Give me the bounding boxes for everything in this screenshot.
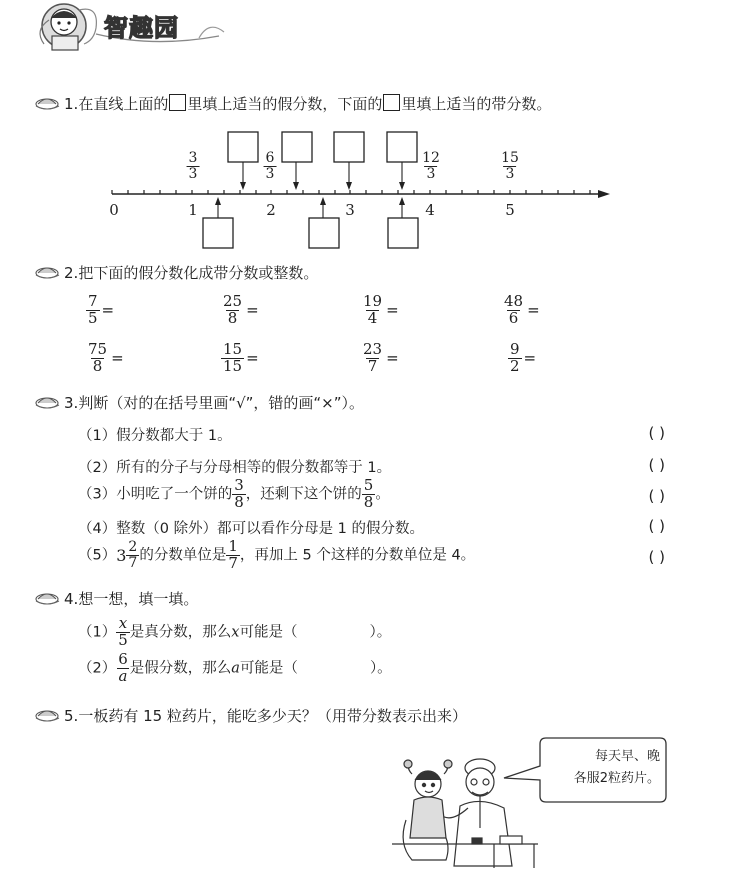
conversion-item[interactable]: $\frac{75}{8}$ = [88,340,124,375]
axis-label: 5 [505,201,515,219]
conversion-item[interactable]: $\frac{9}{2}$ = [510,340,537,375]
given-fraction: $\frac{3}{3}$ [188,150,198,182]
axis-label: 3 [345,201,355,219]
answer-box-below[interactable] [309,197,339,248]
given-fraction: $\frac{12}{3}$ [422,150,440,182]
answer-box-below[interactable] [203,197,233,248]
q3-title: 3.判断（对的在括号里画“√”，错的画“×”）。 [64,394,365,412]
fill-item-1: （1） $\frac{x}{5}$ 是真分数，那么x可能是（ ）。 [78,614,392,649]
conversion-item[interactable]: $\frac{48}{6}$ = [504,292,540,327]
answer-paren[interactable]: ( ) [648,548,665,566]
bubble-text: 每天早、晚 各服2粒药片。 [573,749,660,786]
given-fraction: $\frac{6}{3}$ [265,150,275,182]
answer-box-above[interactable] [334,132,364,190]
section-title: 智趣园 [104,14,179,42]
answer-box-above[interactable] [282,132,312,190]
answer-paren[interactable]: ( ) [648,517,665,535]
conversion-item[interactable]: $\frac{7}{5}$ = [88,292,115,327]
leaf-bullet-icon [32,94,62,110]
blank-box-icon [169,94,186,111]
q1-title: 1.在直线上面的 里填上适当的假分数，下面的 里填上适当的带分数。 [64,95,552,113]
blank-box-icon [383,94,400,111]
axis-label: 0 [109,201,119,219]
answer-box-below[interactable] [388,197,418,248]
answer-paren[interactable]: ( ) [648,487,665,505]
conversion-item[interactable]: $\frac{19}{4}$ = [363,292,399,327]
axis-label: 2 [266,201,276,219]
leaf-bullet-icon [32,263,62,279]
q5-title: 5.一板药有 15 粒药片，能吃多少天？（用带分数表示出来） [64,707,467,725]
q2-title: 2.把下面的假分数化成带分数或整数。 [64,264,319,282]
judge-item-1: （1）假分数都大于 1。 [78,428,232,444]
answer-paren[interactable]: ( ) [648,456,665,474]
leaf-bullet-icon [32,589,62,605]
conversion-item[interactable]: $\frac{15}{15}$ = [223,340,259,375]
axis-label: 1 [188,201,198,219]
judge-item-4: （4）整数（0 除外）都可以看作分母是 1 的假分数。 [78,521,425,537]
given-fraction: $\frac{15}{3}$ [501,150,519,182]
answer-paren[interactable]: ( ) [648,424,665,442]
answer-box-above[interactable] [387,132,417,190]
answer-box-above[interactable] [228,132,258,190]
judge-item-2: （2）所有的分子与分母相等的假分数都等于 1。 [78,460,392,476]
leaf-bullet-icon [32,706,62,722]
conversion-item[interactable]: $\frac{23}{7}$ = [363,340,399,375]
axis-label: 4 [425,201,435,219]
judge-item-3: （3）小明吃了一个饼的 $\frac{3}{8}$ ，还剩下这个饼的 $\frac{5}{8}$ 。 [78,476,390,511]
leaf-bullet-icon [32,393,62,409]
number-line [0,120,743,260]
judge-item-5: （5）3 $\frac{2}{7}$ 的分数单位是 $\frac{1}{7}$ ，再加上 5 个这样的分数单位是 4。 [78,537,476,572]
fill-item-2: （2） $\frac{6}{a}$ 是假分数，那么a可能是（ ）。 [78,650,392,685]
doctor-examining-girl-illustration [388,748,548,870]
q4-title: 4.想一想，填一填。 [64,590,199,608]
conversion-item[interactable]: $\frac{25}{8}$ = [223,292,259,327]
